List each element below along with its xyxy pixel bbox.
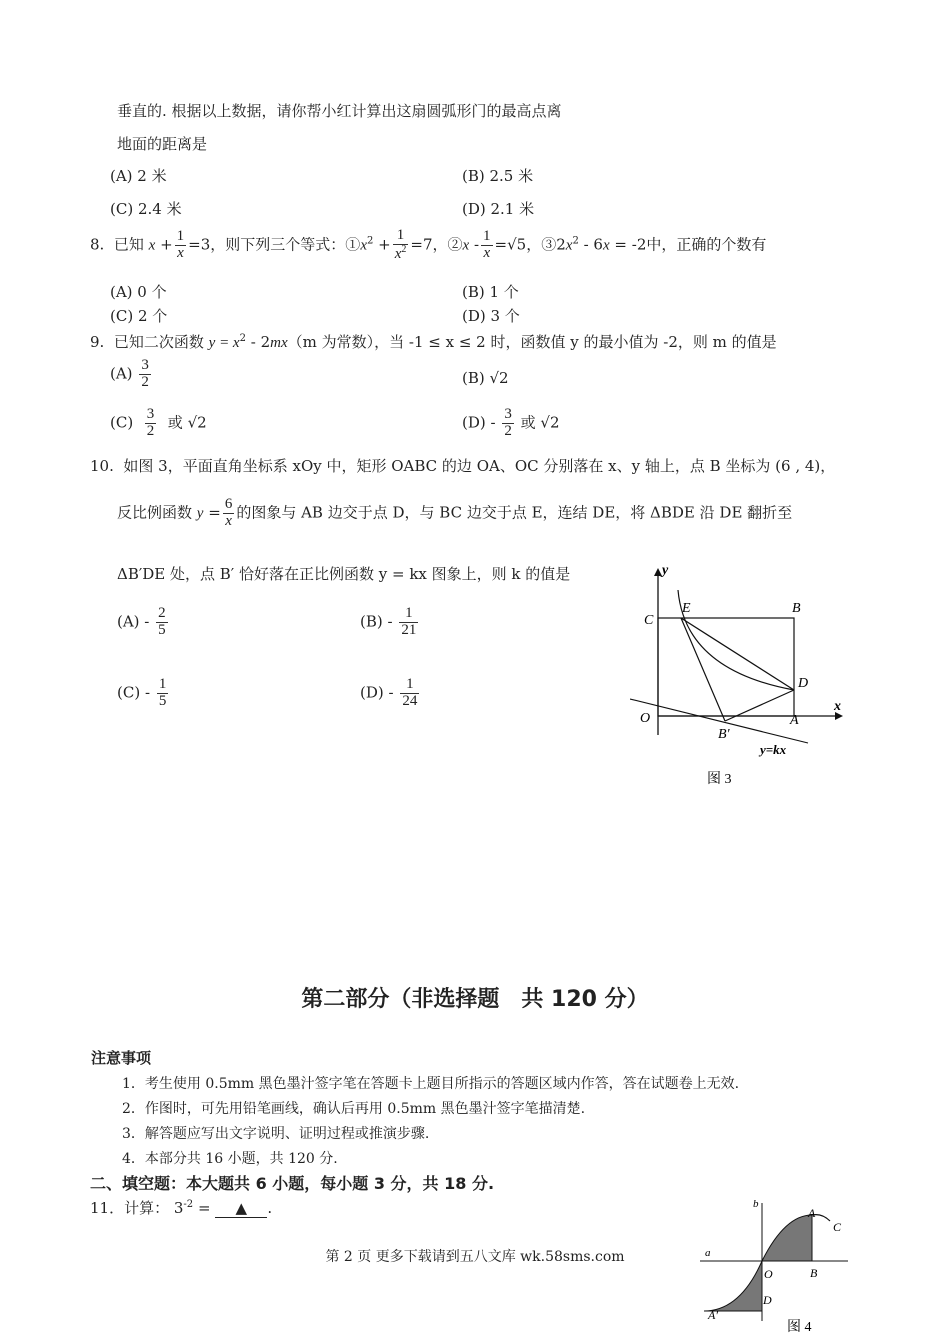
q9-option-c-label: (C) [110, 413, 134, 432]
q9-number: 9. [90, 333, 105, 351]
fig4-label-o: O [764, 1267, 773, 1281]
q7-text-line1: 垂直的. 根据以上数据，请你帮小红计算出这扇圆弧形门的最高点离 [117, 102, 562, 120]
q11-exponent: -2 [183, 1199, 194, 1210]
q9-option-b: (B) √2 [462, 369, 509, 387]
q8-option-c: (C) 2 个 [110, 307, 168, 325]
q9-option-a-label: (A) [110, 364, 133, 383]
q11 [90, 1197, 272, 1218]
q10-option-d-label: (D) - [360, 683, 394, 702]
fig4-label-c: C [833, 1220, 842, 1234]
q10-line2: 反比例函数 y = $\frac{6}{x}$ 的图象与 AB 边交于点 D，与 BC 边交于点 E，连结 DE，将 ΔBDE 沿 DE 翻折至 [117, 496, 793, 529]
q10-option-c-label: (C) - [117, 683, 151, 702]
note-2: 2．作图时，可先用铅笔画线，确认后再用 0.5mm 黑色墨汁签字笔描清楚. [122, 1101, 586, 1117]
fig4-label-d: D [763, 1293, 772, 1307]
fig3-label-line: y=kx [760, 742, 787, 757]
q10-option-a: (A) - $\frac{2}{5}$ [117, 605, 166, 638]
fig4-label-a-axis: a [705, 1247, 711, 1259]
q10-option-a-label: (A) - [117, 612, 150, 631]
fig3-label-e: E [682, 601, 691, 616]
q9-option-d-label: (D) - [462, 413, 496, 432]
section-fill-in: 二、填空题：本大题共 6 小题，每小题 3 分，共 18 分. [90, 1174, 495, 1193]
q8-pre: 已知 [113, 235, 144, 254]
fig3-label-o: O [640, 711, 651, 726]
q7-option-d: (D) 2.1 米 [462, 200, 535, 218]
q9-option-c-or: 或 [167, 413, 183, 432]
q10-line1 [90, 455, 835, 476]
q8-s2: ，② [432, 235, 463, 254]
q8-mid: ，则下列三个等式：① [210, 235, 361, 254]
q7-option-a: (A) 2 米 [110, 167, 167, 185]
fig4-label-a: A [808, 1206, 816, 1220]
q8-question: 8. 已知 x + $\frac{1}{x}$ =3，则下列三个等式：$①x^2$ + $\frac{1}{x^2}$ =7，②x - $\frac{1}{x}$ =√5，$③2x^2 - 6x = -2$中，正确的个数有 [90, 227, 767, 262]
q9-question: 9. 已知二次函数 $y = x^2 - 2mx(m$ 为常数），当 -1 ≤ x ≤ 2 时，函数值 y 的最小值为 -2，则 m 的值是 [90, 333, 777, 351]
note-1: 1．考生使用 0.5mm 黑色墨汁签字笔在答题卡上题目所指示的答题区域内作答，答在试题卷上无效. [122, 1076, 740, 1092]
q9-option-d: (D) - $\frac{3}{2}$ 或 √2 [462, 406, 560, 439]
fig3-caption: 图 3 [707, 772, 732, 787]
fig3-label-a: A [790, 713, 799, 728]
q11-equals: = [197, 1199, 211, 1217]
figure-4 [700, 1193, 860, 1341]
q8-number: 8. [90, 235, 105, 254]
fig4-label-bpoint: B [810, 1266, 818, 1280]
fig3-label-b: B [792, 601, 801, 616]
fig3-label-c: C [644, 613, 654, 628]
q9-option-b-label: (B) [462, 369, 485, 387]
q7-option-c: (C) 2.4 米 [110, 200, 182, 218]
q10-text1: 如图 3，平面直角坐标系 xOy 中，矩形 OABC 的边 OA、OC 分别落在 x、y 轴上，点 B 坐标为 (6 , 4)， [123, 457, 836, 475]
q10-option-c: (C) - $\frac{1}{5}$ [117, 676, 167, 709]
fig4-caption: 图 4 [787, 1320, 812, 1335]
q8-post: 中，正确的个数有 [646, 235, 767, 254]
q11-end: . [267, 1199, 273, 1217]
note-3: 3．解答题应写出文字说明、证明过程或推演步骤. [122, 1126, 430, 1142]
note-4: 4．本部分共 16 小题，共 120 分. [122, 1151, 338, 1167]
q8-option-d: (D) 3 个 [462, 307, 520, 325]
fig3-label-x: x [834, 699, 841, 714]
q10-line3: ΔB′DE 处，点 B′ 恰好落在正比例函数 y = kx 图象上，则 k 的值是 [117, 565, 571, 583]
q10-option-d: (D) - $\frac{1}{24}$ [360, 676, 418, 709]
q10-text2a: 反比例函数 [117, 503, 193, 522]
q8-s3: ，③ [526, 235, 557, 254]
q8-option-b: (B) 1 个 [462, 283, 519, 301]
fig3-label-bprime: B′ [718, 727, 730, 742]
q11-base: 3 [173, 1199, 184, 1217]
q7-text-line2: 地面的距离是 [117, 135, 208, 153]
fig3-label-d: D [798, 676, 809, 691]
figure-3 [630, 560, 850, 790]
fig3-label-y: y [662, 563, 669, 578]
q9-text2: （m 为常数），当 -1 ≤ x ≤ 2 时，函数值 y 的最小值为 -2，则 m 的值是 [287, 333, 777, 351]
q9-option-a: (A) $\frac{3}{2}$ [110, 357, 149, 390]
footer: 第 2 页 更多下载请到五八文库 wk.58sms.com [325, 1249, 625, 1265]
q10-text2b: 的图象与 AB 边交于点 D，与 BC 边交于点 E，连结 DE，将 ΔBDE 沿 DE 翻折至 [236, 503, 793, 522]
fig4-label-aprime: A′ [708, 1308, 718, 1322]
q11-label: 11．计算： [90, 1199, 170, 1217]
q10-number: 10. [90, 457, 114, 475]
q9-text1: 已知二次函数 [113, 333, 204, 351]
q10-option-b-label: (B) - [360, 612, 393, 631]
part2-title: 第二部分（非选择题 共 120 分） [301, 987, 649, 1012]
q10-option-b: (B) - $\frac{1}{21}$ [360, 605, 417, 638]
fig4-label-b-axis: b [753, 1198, 759, 1210]
q9-option-d-or: 或 [520, 413, 536, 432]
q11-answer-blank[interactable]: ▲ [215, 1199, 267, 1218]
q7-option-b: (B) 2.5 米 [462, 167, 534, 185]
q8-option-a: (A) 0 个 [110, 283, 167, 301]
notes-title: 注意事项 [91, 1049, 152, 1067]
q9-option-c: (C) $\frac{3}{2}$ 或 √2 [110, 406, 207, 439]
